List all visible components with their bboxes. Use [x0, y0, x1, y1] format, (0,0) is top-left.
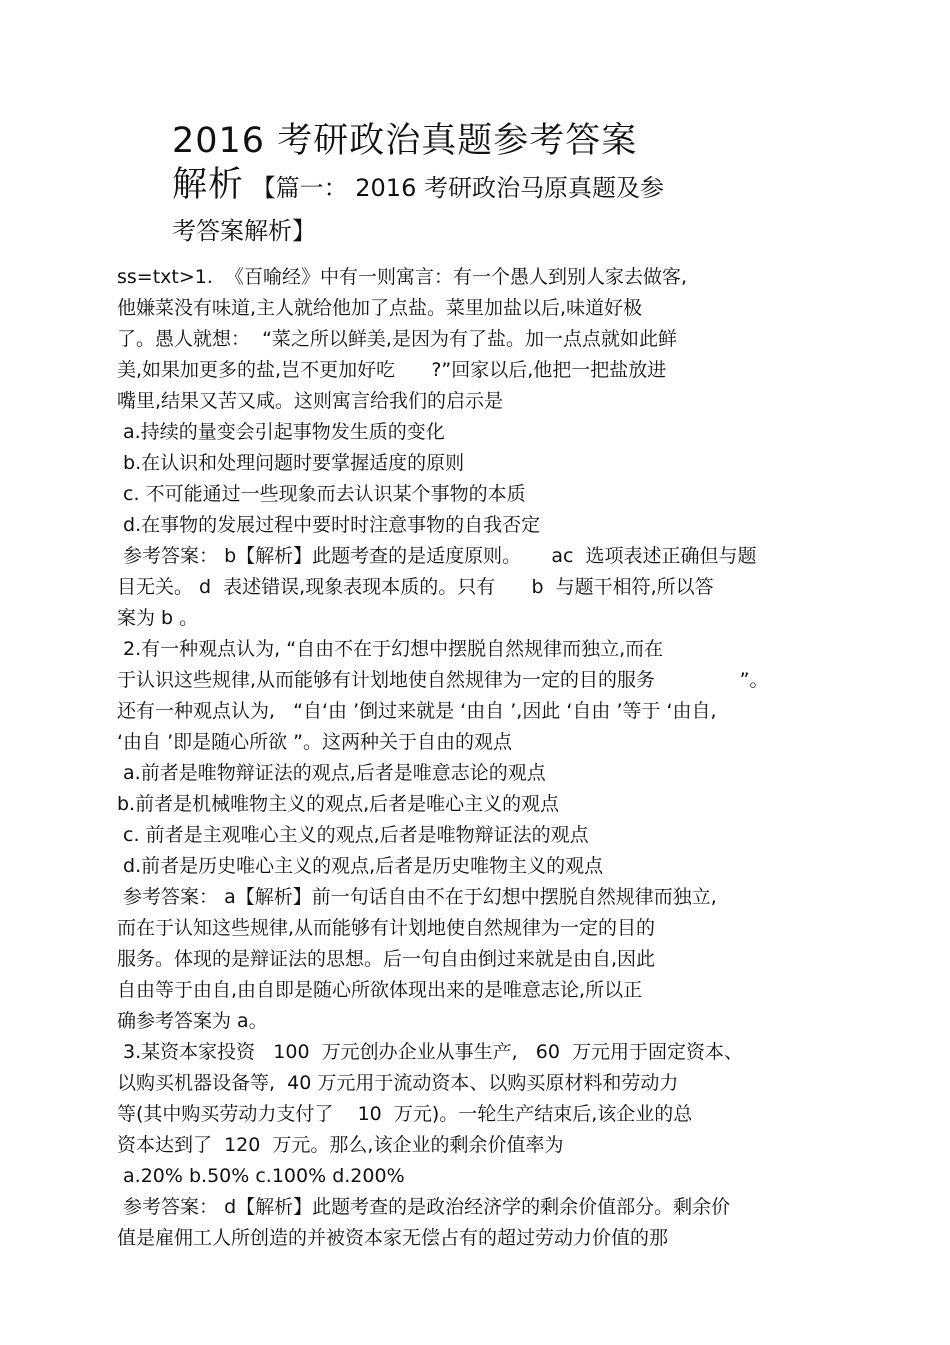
title-line-2-sub: 【篇一： 2016 考研政治马原真题及参	[244, 173, 664, 202]
text-line: ss=txt>1. 《百喻经》中有一则寓言：有一个愚人到别人家去做客,	[117, 266, 688, 288]
text-line: 嘴里,结果又苦又咸。这则寓言给我们的启示是	[117, 390, 504, 412]
text-line: 自由等于由自,由自即是随心所欲体现出来的是唯意志论,所以正	[117, 979, 643, 1001]
text-line: c. 不可能通过一些现象而去认识某个事物的本质	[117, 483, 526, 505]
text-line: 而在于认知这些规律,从而能够有计划地使自然规律为一定的目的	[117, 917, 656, 939]
text-line: b.前者是机械唯物主义的观点,后者是唯心主义的观点	[117, 793, 560, 815]
title-line-2-main: 解析	[172, 164, 245, 205]
text-line: 资本达到了 120 万元。那么,该企业的剩余价值率为	[117, 1134, 564, 1156]
text-line: d.在事物的发展过程中要时时注意事物的自我否定	[117, 514, 541, 536]
title-line-1: 2016 考研政治真题参考答案	[172, 121, 638, 161]
text-line: a.前者是唯物辩证法的观点,后者是唯意志论的观点	[117, 762, 546, 784]
text-line: 美,如果加更多的盐,岂不更加好吃 ?”回家以后,他把一把盐放进	[117, 359, 667, 381]
text-line: 服务。体现的是辩证法的思想。后一句自由倒过来就是由自,因此	[117, 948, 656, 970]
title-line-3: 考答案解析】	[172, 216, 316, 245]
text-line: d.前者是历史唯心主义的观点,后者是历史唯物主义的观点	[117, 855, 604, 877]
document-body	[117, 262, 847, 1254]
text-line: 3.某资本家投资 100 万元创办企业从事生产, 60 万元用于固定资本、	[117, 1041, 744, 1063]
text-line: 案为 b 。	[117, 607, 199, 629]
text-line: 参考答案： d【解析】此题考查的是政治经济学的剩余价值部分。剩余价	[117, 1196, 731, 1218]
text-line: 了。愚人就想： “菜之所以鲜美,是因为有了盐。加一点点就如此鲜	[117, 328, 677, 350]
text-line: 参考答案： b【解析】此题考查的是适度原则。 ac 选项表述正确但与题	[117, 545, 757, 567]
text-line: b.在认识和处理问题时要掌握适度的原则	[117, 452, 465, 474]
text-line: 参考答案： a【解析】前一句话自由不在于幻想中摆脱自然规律而独立,	[117, 886, 717, 908]
document-title	[172, 120, 792, 246]
text-line: 于认识这些规律,从而能够有计划地使自然规律为一定的目的服务 ”。	[117, 669, 769, 691]
text-line: a.持续的量变会引起事物发生质的变化	[117, 421, 445, 443]
text-line: 2.有一种观点认为, “自由不在于幻想中摆脱自然规律而独立,而在	[117, 638, 664, 660]
text-line: a.20% b.50% c.100% d.200%	[117, 1165, 405, 1187]
text-line: 以购买机器设备等, 40 万元用于流动资本、以购买原材料和劳动力	[117, 1072, 679, 1094]
text-line: 还有一种观点认为, “自‘由 ’倒过来就是 ‘由自 ’,因此 ‘自由 ’等于 ‘由自,	[117, 700, 717, 722]
text-line: 等(其中购买劳动力支付了 10 万元)。一轮生产结束后,该企业的总	[117, 1103, 693, 1125]
text-line: 确参考答案为 a。	[117, 1010, 268, 1032]
text-line: 他嫌菜没有味道,主人就给他加了点盐。菜里加盐以后,味道好极	[117, 297, 643, 319]
text-line: 值是雇佣工人所创造的并被资本家无偿占有的超过劳动力价值的那	[117, 1227, 669, 1249]
text-line: c. 前者是主观唯心主义的观点,后者是唯物辩证法的观点	[117, 824, 589, 846]
text-line: 目无关。 d 表述错误,现象表现本质的。只有 b 与题干相符,所以答	[117, 576, 714, 598]
text-line: ‘由自 ’即是随心所欲 ”。这两种关于自由的观点	[117, 731, 513, 753]
